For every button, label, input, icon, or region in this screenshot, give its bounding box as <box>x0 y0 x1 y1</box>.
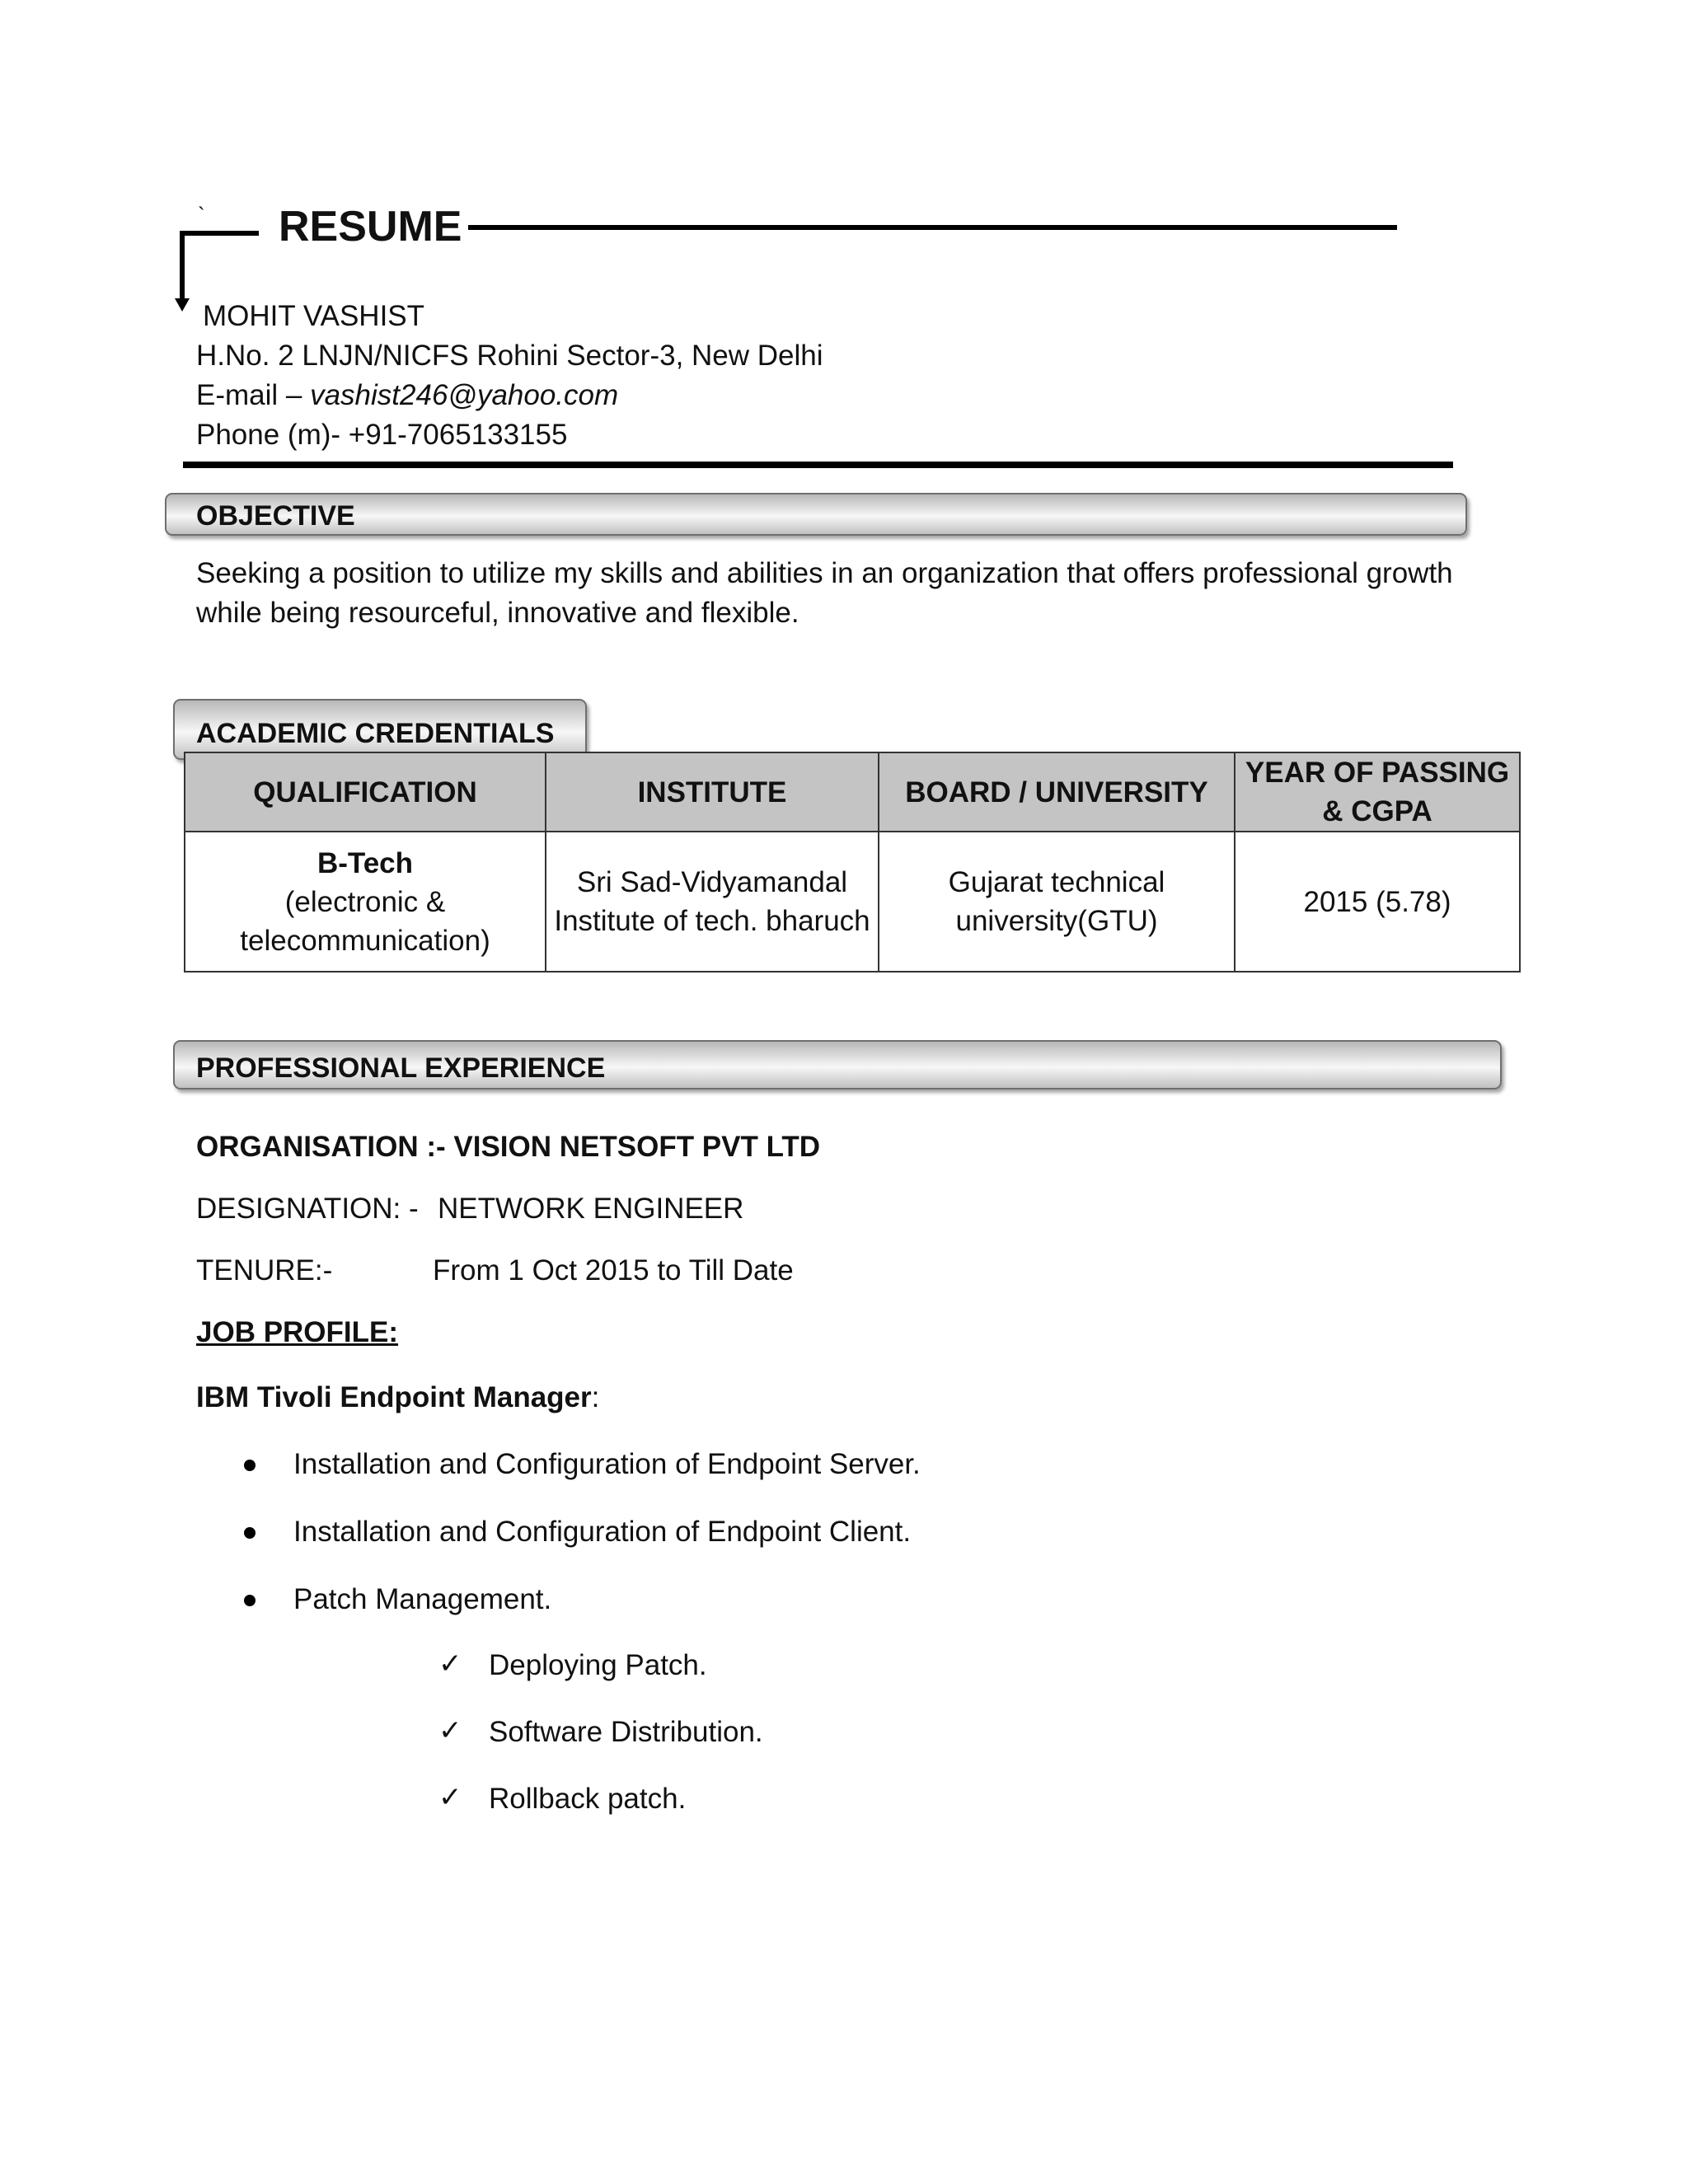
section-bar-experience <box>173 1040 1502 1090</box>
checkmark-icon: ✓ <box>438 1715 462 1746</box>
column-header: YEAR OF PASSING & CGPA <box>1235 752 1520 832</box>
list-item: Installation and Configuration of Endpoint Client. <box>293 1516 912 1548</box>
address: H.No. 2 LNJN/NICFS Rohini Sector-3, New Delhi <box>196 340 823 372</box>
board-cell <box>879 832 1235 972</box>
qualification-cell <box>185 832 546 972</box>
list-item: Patch Management. <box>293 1583 552 1615</box>
phone: Phone (m)- +91-7065133155 <box>196 419 568 451</box>
bullet-icon <box>244 1460 256 1471</box>
board-line: university(GTU) <box>955 905 1158 937</box>
header-rule-left <box>181 231 259 236</box>
product-name: IBM Tivoli Endpoint Manager <box>196 1381 592 1413</box>
product-suffix: : <box>591 1381 600 1413</box>
column-header: INSTITUTE <box>546 752 879 832</box>
bullet-icon <box>244 1595 256 1606</box>
product-heading <box>196 1378 599 1418</box>
tenure-value: From 1 Oct 2015 to Till Date <box>433 1254 794 1286</box>
year-cell: 2015 (5.78) <box>1235 832 1520 972</box>
column-header: BOARD / UNIVERSITY <box>879 752 1235 832</box>
checkmark-icon: ✓ <box>438 1648 462 1680</box>
section-heading: PROFESSIONAL EXPERIENCE <box>196 1052 606 1084</box>
section-heading: ACADEMIC CREDENTIALS <box>196 718 555 749</box>
header-rule-right <box>468 225 1397 230</box>
section-heading: OBJECTIVE <box>196 500 355 532</box>
header-divider <box>183 462 1453 468</box>
sub-list-item: Software Distribution. <box>489 1716 763 1748</box>
header-connector <box>180 231 185 302</box>
candidate-name: MOHIT VASHIST <box>203 300 425 332</box>
section-bar-objective <box>165 493 1467 536</box>
designation-value: NETWORK ENGINEER <box>438 1193 744 1225</box>
sub-list-item: Deploying Patch. <box>489 1649 707 1681</box>
stray-mark: ` <box>198 203 205 227</box>
checkmark-icon: ✓ <box>438 1782 462 1813</box>
institute-line: Sri Sad-Vidyamandal <box>576 866 848 898</box>
table-row <box>185 832 1520 972</box>
qualification-detail: (electronic & <box>284 885 446 918</box>
designation-label: DESIGNATION: - <box>196 1193 419 1225</box>
sub-list-item: Rollback patch. <box>489 1783 687 1815</box>
email-label: E-mail – <box>196 379 311 411</box>
page-title: RESUME <box>279 203 462 251</box>
bullet-icon <box>244 1527 256 1539</box>
email-link[interactable]: vashist246@yahoo.com <box>310 379 619 411</box>
institute-cell <box>546 832 879 972</box>
email-line <box>196 376 618 415</box>
qualification-detail: telecommunication) <box>240 924 490 957</box>
organisation: ORGANISATION :- VISION NETSOFT PVT LTD <box>196 1131 821 1163</box>
objective-text: Seeking a position to utilize my skills and abilities in an organization that offers professional growth while being resourceful, innovative and flexible. <box>196 557 1453 629</box>
list-item: Installation and Configuration of Endpoint Server. <box>293 1448 921 1480</box>
column-header: QUALIFICATION <box>185 752 546 832</box>
tenure-label: TENURE:- <box>196 1254 333 1286</box>
board-line: Gujarat technical <box>948 866 1165 898</box>
table-header-row <box>185 752 1520 832</box>
arrow-down-icon <box>175 298 190 312</box>
qualification-degree: B-Tech <box>316 846 414 879</box>
job-profile-heading: JOB PROFILE: <box>196 1316 399 1348</box>
institute-line: Institute of tech. bharuch <box>554 905 870 937</box>
section-bar-academic <box>173 699 587 760</box>
academic-table <box>184 752 1521 972</box>
